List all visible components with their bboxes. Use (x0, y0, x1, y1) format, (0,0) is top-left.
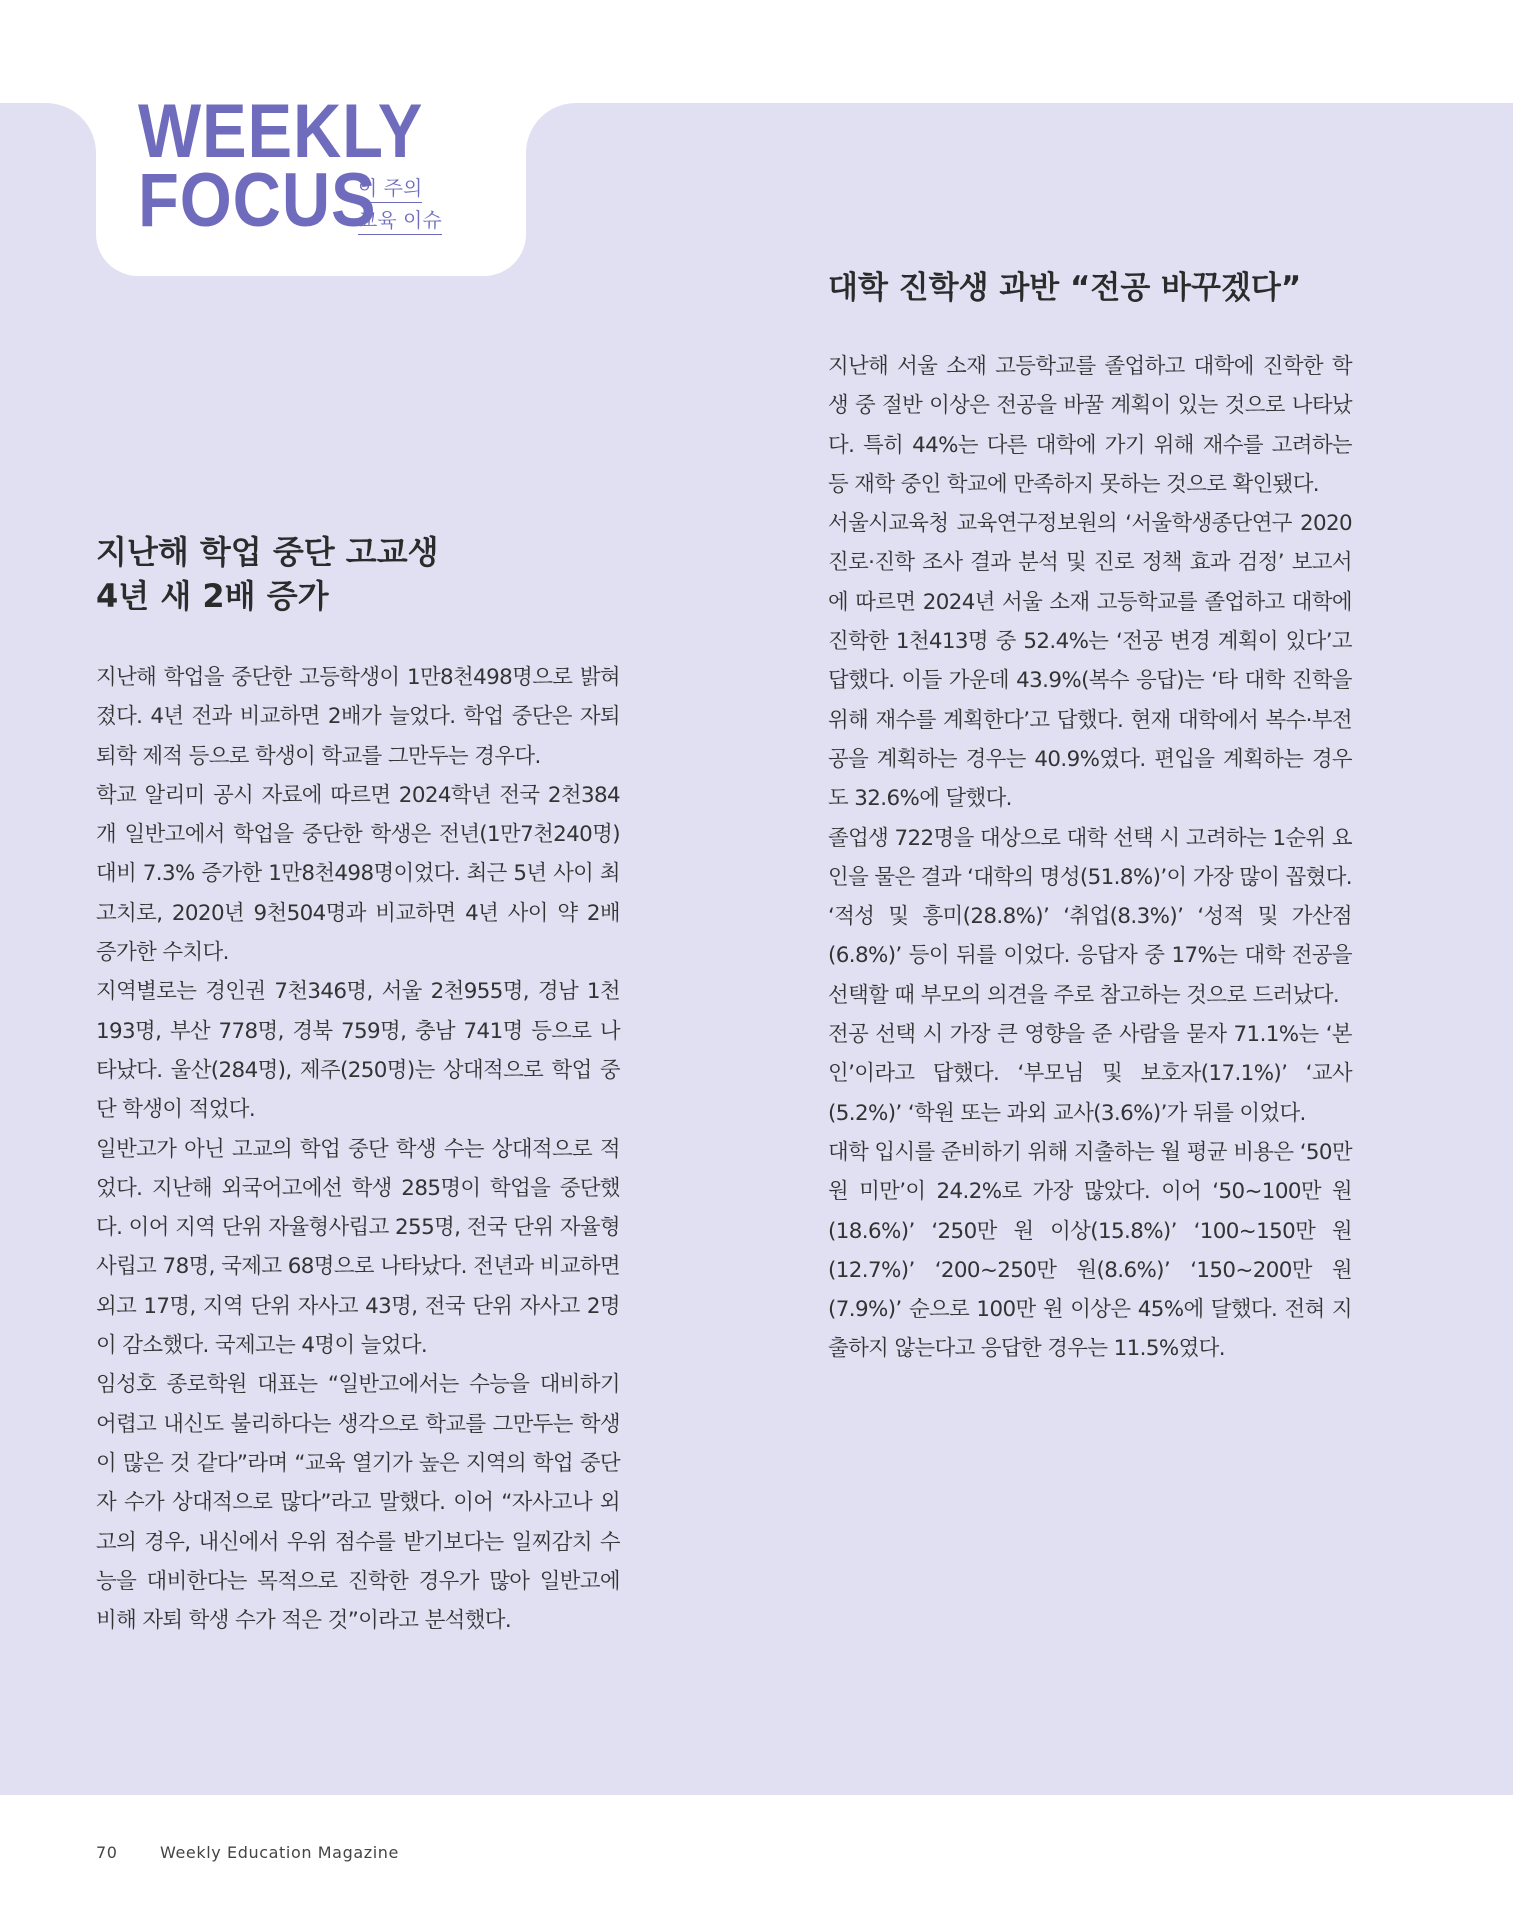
paragraph: 서울시교육청 교육연구정보원의 ‘서울학생종단연구 2020 진로·진학 조사 결과 분석 및 진로 정책 효과 검정’ 보고서에 따르면 2024년 서울 소재 고등학교를 졸업하고 대학에 진학한 1천413명 중 52.4%는 ‘전공 변경 계획이 있다’고 답했다. 이들 가운데 43.9%(복수 응답)는 ‘타 대학 진학을 위해 재수를 계획한다’고 답했다. 현재 대학에서 복수·부전공을 계획하는 경우는 40.9%였다. 편입을 계획하는 경우도 32.6%에 달했다. (828, 511, 1352, 812)
section-subtitle-1: 이 주의 (358, 176, 422, 203)
logo-focus: FOCUS (138, 158, 377, 243)
left-title-line-2: 4년 새 2배 증가 (96, 577, 329, 615)
page-number: 70 (96, 1843, 118, 1862)
left-article-title (96, 530, 636, 618)
left-title-line-1: 지난해 학업 중단 고교생 (96, 533, 439, 571)
paragraph: 지역별로는 경인권 7천346명, 서울 2천955명, 경남 1천193명, 부산 778명, 경북 759명, 충남 741명 등으로 나타났다. 울산(284명), 제주(250명)는 상대적으로 학업 중단 학생이 적었다. (96, 979, 620, 1123)
right-article-title: 대학 진학생 과반 “전공 바꾸겠다” (828, 270, 1302, 306)
paragraph: 지난해 서울 소재 고등학교를 졸업하고 대학에 진학한 학생 중 절반 이상은 전공을 바꿀 계획이 있는 것으로 나타났다. 특히 44%는 다른 대학에 가기 위해 재수를 고려하는 등 재학 중인 학교에 만족하지 못하는 것으로 확인됐다. (828, 354, 1352, 497)
paragraph: 지난해 학업을 중단한 고등학생이 1만8천498명으로 밝혀졌다. 4년 전과 비교하면 2배가 늘었다. 학업 중단은 자퇴 퇴학 제적 등으로 학생이 학교를 그만두는 경우다. (96, 665, 620, 769)
paragraph: 전공 선택 시 가장 큰 영향을 준 사람을 묻자 71.1%는 ‘본인’이라고 답했다. ‘부모님 및 보호자(17.1%)’ ‘교사(5.2%)’ ‘학원 또는 과외 교사(3.6%)’가 뒤를 이었다. (828, 1022, 1352, 1126)
left-article-body (96, 658, 620, 1640)
paragraph: 대학 입시를 준비하기 위해 지출하는 월 평균 비용은 ‘50만 원 미만’이 24.2%로 가장 많았다. 이어 ‘50~100만 원(18.6%)’ ‘250만 원 이상(15.8%)’ ‘100~150만 원(12.7%)’ ‘200~250만 원(8.6%)’ ‘150~200만 원(7.9%)’ 순으로 100만 원 이상은 45%에 달했다. 전혀 지출하지 않는다고 응답한 경우는 11.5%였다. (828, 1139, 1352, 1362)
paragraph: 학교 알리미 공시 자료에 따르면 2024학년 전국 2천384개 일반고에서 학업을 중단한 학생은 전년(1만7천240명) 대비 7.3% 증가한 1만8천498명이었다. 최근 5년 사이 최고치로, 2020년 9천504명과 비교하면 4년 사이 약 2배 증가한 수치다. (96, 782, 620, 966)
paragraph: 일반고가 아닌 고교의 학업 중단 학생 수는 상대적으로 적었다. 지난해 외국어고에선 학생 285명이 학업을 중단했다. 이어 지역 단위 자율형사립고 255명, 전국 단위 자율형사립고 78명, 국제고 68명으로 나타났다. 전년과 비교하면 외고 17명, 지역 단위 자사고 43명, 전국 단위 자사고 2명이 감소했다. 국제고는 4명이 늘었다. (96, 1136, 620, 1359)
paragraph: 졸업생 722명을 대상으로 대학 선택 시 고려하는 1순위 요인을 물은 결과 ‘대학의 명성(51.8%)’이 가장 많이 꼽혔다. ‘적성 및 흥미(28.8%)’ ‘취업(8.3%)’ ‘성적 및 가산점(6.8%)’ 등이 뒤를 이었다. 응답자 중 17%는 대학 전공을 선택할 때 부모의 의견을 주로 참고하는 것으로 드러났다. (828, 825, 1352, 1008)
magazine-name: Weekly Education Magazine (160, 1843, 399, 1862)
paragraph: 임성호 종로학원 대표는 “일반고에서는 수능을 대비하기 어렵고 내신도 불리하다는 생각으로 학교를 그만두는 학생이 많은 것 같다”라며 “교육 열기가 높은 지역의 학업 중단자 수가 상대적으로 많다”라고 말했다. 이어 “자사고나 외고의 경우, 내신에서 우위 점수를 받기보다는 일찌감치 수능을 대비한다는 목적으로 진학한 경우가 많아 일반고에 비해 자퇴 학생 수가 적은 것”이라고 분석했다. (96, 1372, 620, 1634)
logo-weekly: WEEKLY (138, 89, 424, 174)
section-subtitle-2: 교육 이슈 (358, 208, 442, 235)
right-article-body (828, 347, 1352, 1369)
